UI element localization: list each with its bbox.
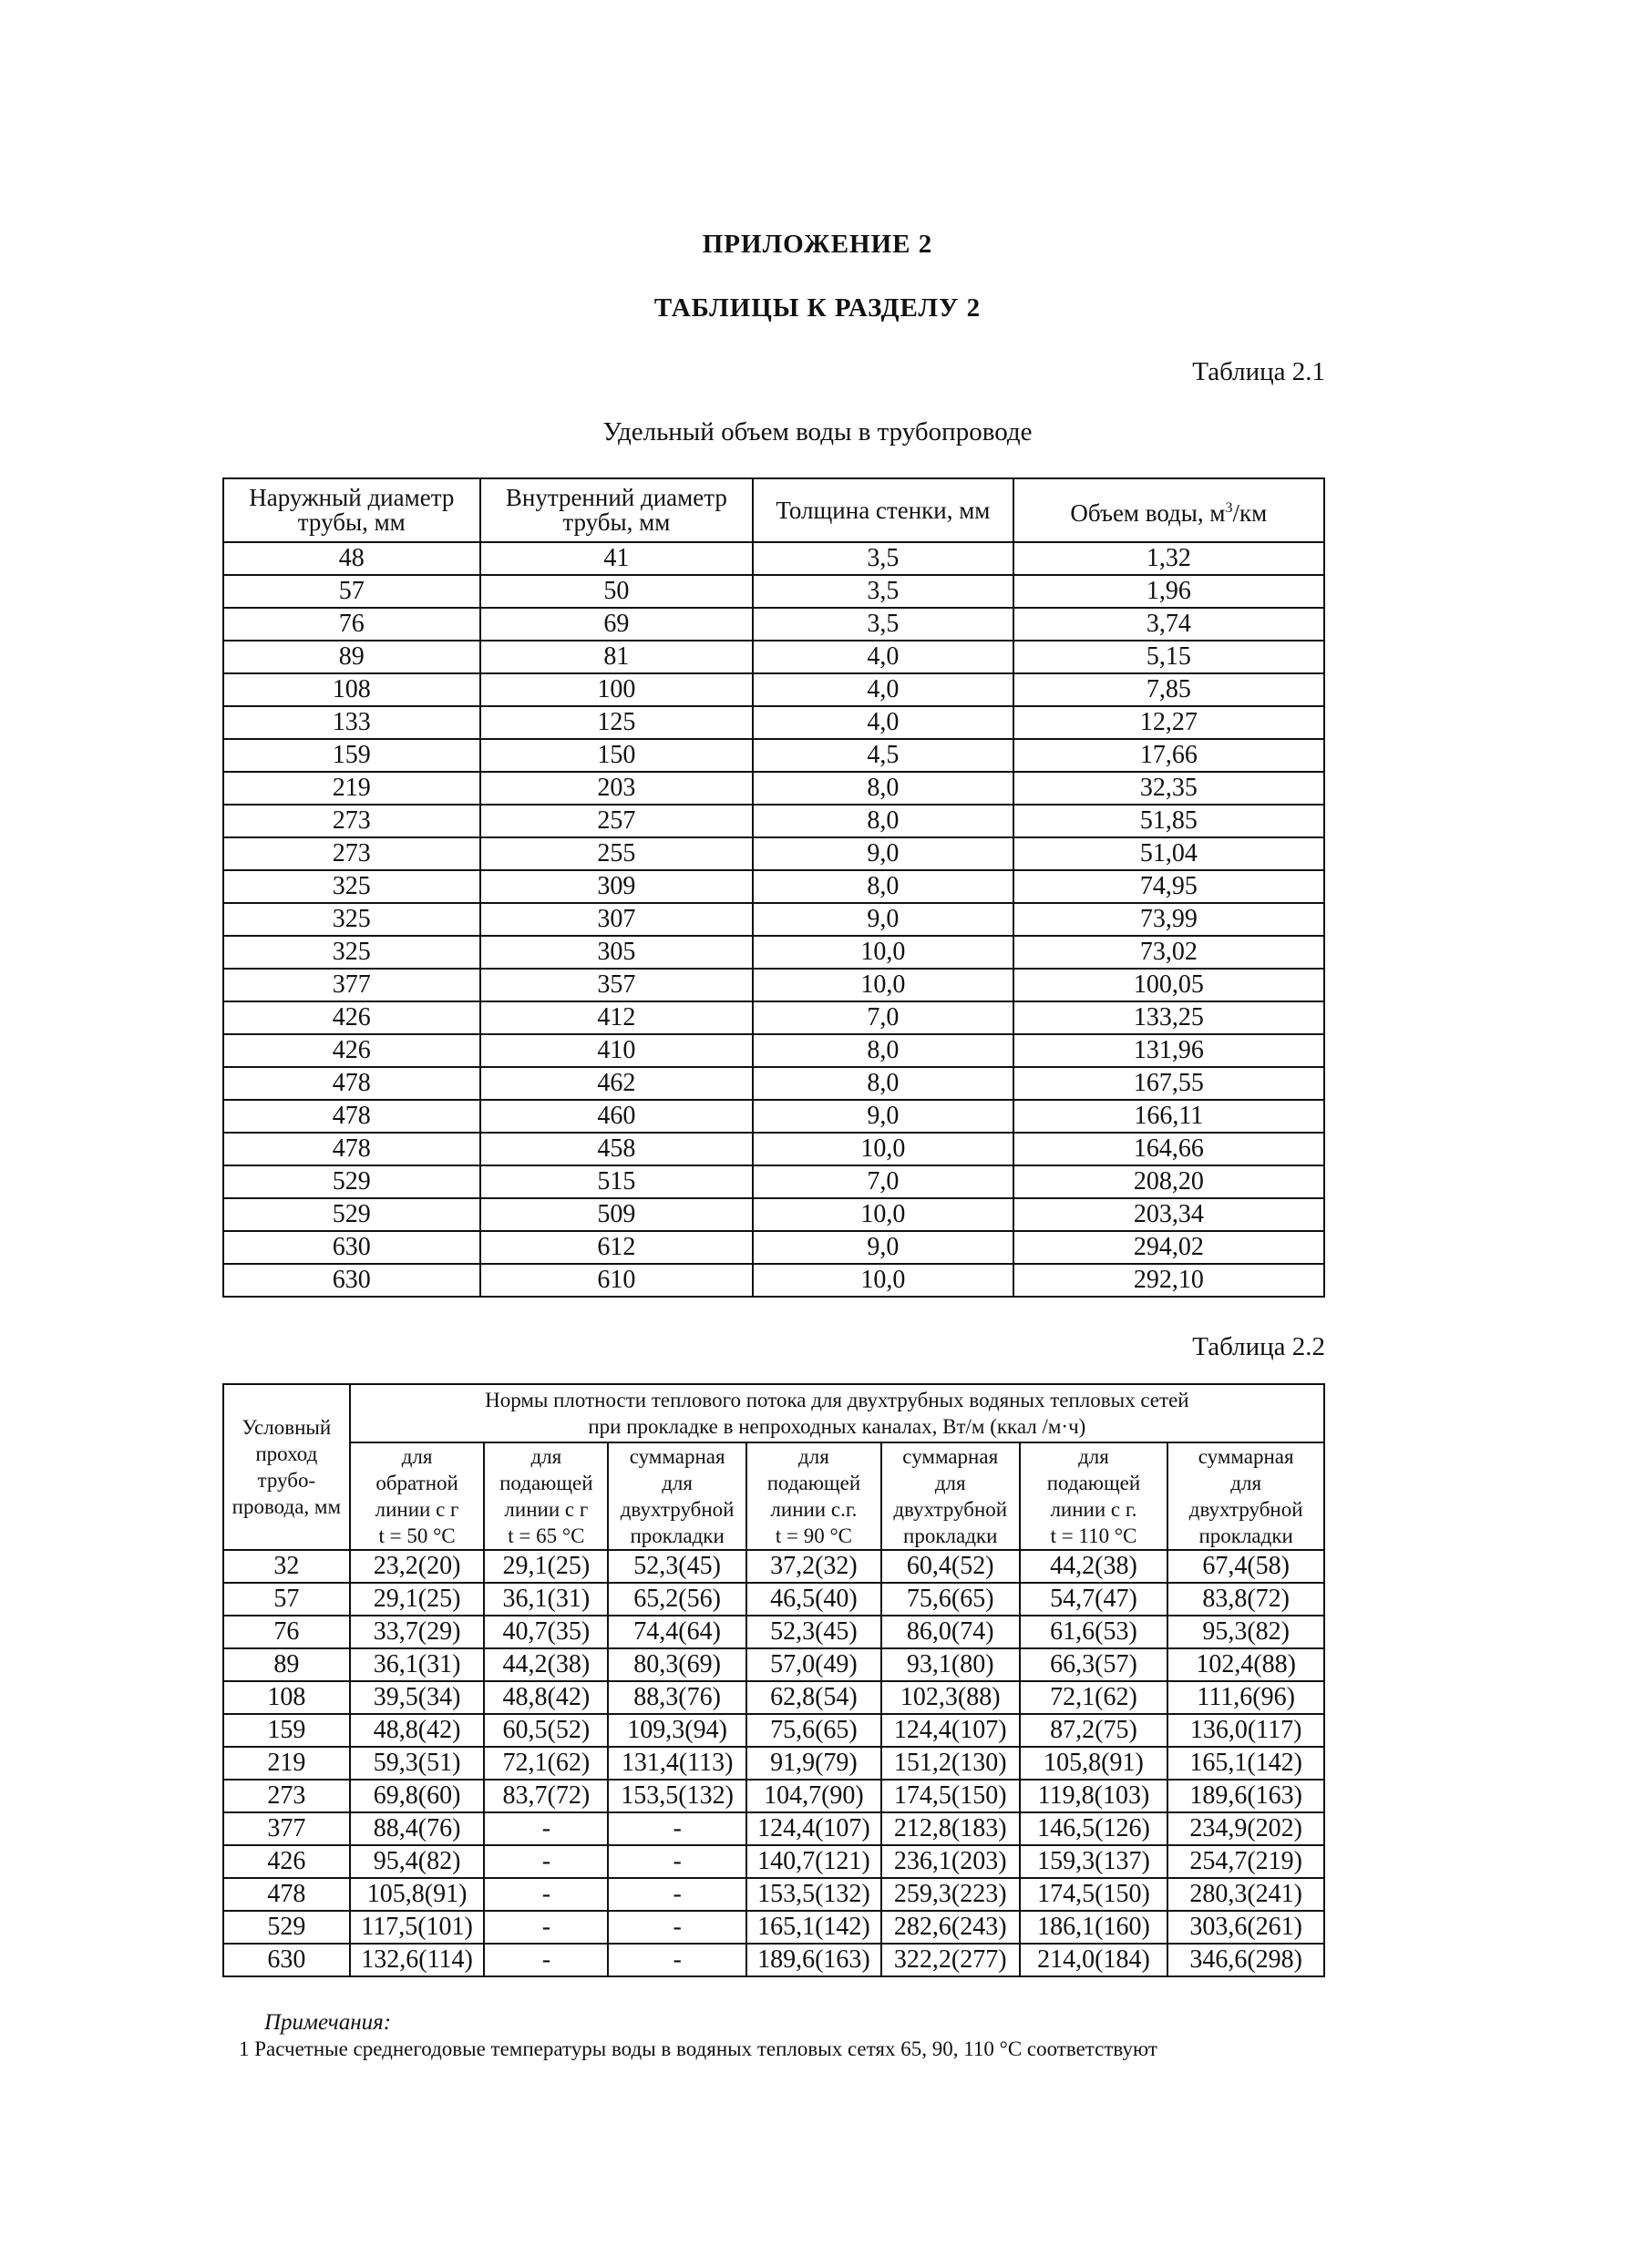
table-cell: 10,0 (753, 969, 1013, 1001)
table-cell: 273 (223, 837, 480, 870)
table-cell: 131,4(113) (608, 1747, 746, 1780)
header-water-volume-unit: /км (1232, 498, 1268, 527)
table-cell: 95,4(82) (350, 1845, 485, 1878)
table-cell: 81 (480, 641, 754, 673)
subheader-cell (1167, 1442, 1324, 1550)
subheader-line: подающей (499, 1472, 593, 1494)
table-cell: 57,0(49) (746, 1648, 881, 1681)
table-cell: 325 (223, 870, 480, 903)
table-cell: 1,96 (1013, 575, 1324, 608)
table-cell: 159 (223, 1714, 350, 1747)
table-cell: 273 (223, 805, 480, 837)
table-row (223, 1067, 1324, 1100)
table-cell: 100,05 (1013, 969, 1324, 1001)
note-1: 1 Расчетные среднегодовые температуры воды в водяных тепловых сетях 65, 90, 110 °С соответствуют (239, 2037, 1157, 2060)
table-cell: 83,7(72) (484, 1780, 608, 1812)
table-row (223, 1001, 1324, 1034)
table-cell: 377 (223, 969, 480, 1001)
table-cell: 8,0 (753, 772, 1013, 805)
table-cell: 203,34 (1013, 1198, 1324, 1231)
table-cell: 29,1(25) (484, 1550, 608, 1583)
table-cell: 33,7(29) (350, 1616, 485, 1648)
table-cell: 60,4(52) (881, 1550, 1020, 1583)
table-cell: 412 (480, 1001, 754, 1034)
table-cell: - (608, 1944, 746, 1976)
table-row (223, 870, 1324, 903)
table-cell: 9,0 (753, 903, 1013, 936)
table-cell: 426 (223, 1845, 350, 1878)
table-cell: 76 (223, 608, 480, 641)
table-cell: 67,4(58) (1167, 1550, 1324, 1583)
table-cell: 189,6(163) (1167, 1780, 1324, 1812)
table-cell: 3,74 (1013, 608, 1324, 641)
table-cell: 105,8(91) (350, 1878, 485, 1911)
table1-caption: Удельный объем воды в трубопроводе (602, 417, 1033, 446)
table-row (223, 1780, 1324, 1812)
table-row (223, 1133, 1324, 1165)
table-cell: 309 (480, 870, 754, 903)
table-row (223, 1812, 1324, 1845)
subheader-line: t = 110 °С (1050, 1524, 1137, 1547)
table-cell: 219 (223, 772, 480, 805)
table-cell: 39,5(34) (350, 1681, 485, 1714)
table-cell: 630 (223, 1231, 480, 1264)
subheader-line: суммарная (1198, 1445, 1294, 1468)
table-cell: 75,6(65) (746, 1714, 881, 1747)
table-cell: 236,1(203) (881, 1845, 1020, 1878)
table-cell: 10,0 (753, 1133, 1013, 1165)
table-cell: 462 (480, 1067, 754, 1100)
table-cell: 91,9(79) (746, 1747, 881, 1780)
table-cell: - (608, 1812, 746, 1845)
subheader-cell (484, 1442, 608, 1550)
table-row (223, 1616, 1324, 1648)
table-row (223, 542, 1324, 575)
subheader-line: подающей (1046, 1472, 1141, 1494)
table-cell: - (484, 1944, 608, 1976)
table-cell: 515 (480, 1165, 754, 1198)
table-cell: 108 (223, 1681, 350, 1714)
table-cell: 8,0 (753, 805, 1013, 837)
table-cell: 150 (480, 739, 754, 772)
table-cell: 254,7(219) (1167, 1845, 1324, 1878)
table-cell: 478 (223, 1067, 480, 1100)
table-cell: 259,3(223) (881, 1878, 1020, 1911)
table-cell: 174,5(150) (881, 1780, 1020, 1812)
subheader-line: для (934, 1472, 966, 1494)
table-cell: 23,2(20) (350, 1550, 485, 1583)
subheader-cell (1020, 1442, 1168, 1550)
table-row (223, 805, 1324, 837)
table-cell: 529 (223, 1165, 480, 1198)
header-water-volume (1013, 478, 1324, 542)
subheader-line: для (530, 1445, 562, 1468)
subheader-line: обратной (375, 1472, 458, 1494)
table-cell: 12,27 (1013, 706, 1324, 739)
table-cell: 119,8(103) (1020, 1780, 1168, 1812)
table-cell: 74,95 (1013, 870, 1324, 903)
table-cell: 44,2(38) (1020, 1550, 1168, 1583)
table-cell: 426 (223, 1001, 480, 1034)
table-cell: 219 (223, 1747, 350, 1780)
table-cell: 109,3(94) (608, 1714, 746, 1747)
table-cell: - (608, 1845, 746, 1878)
appendix-title: ПРИЛОЖЕНИЕ 2 (702, 230, 933, 259)
table-cell: 4,0 (753, 673, 1013, 706)
table-cell: 57 (223, 1583, 350, 1616)
table-cell: 7,0 (753, 1165, 1013, 1198)
table-cell: 60,5(52) (484, 1714, 608, 1747)
table-cell: 104,7(90) (746, 1780, 881, 1812)
table-row (223, 1845, 1324, 1878)
table-cell: 1,32 (1013, 542, 1324, 575)
table-cell: 52,3(45) (608, 1550, 746, 1583)
table-cell: 51,04 (1013, 837, 1324, 870)
table-cell: 153,5(132) (608, 1780, 746, 1812)
table-cell: - (484, 1845, 608, 1878)
table-cell: 50 (480, 575, 754, 608)
table-row (223, 1034, 1324, 1067)
table-cell: 57 (223, 575, 480, 608)
table-cell: 102,3(88) (881, 1681, 1020, 1714)
table-cell: 357 (480, 969, 754, 1001)
table-cell: 69 (480, 608, 754, 641)
heat-flux-norms-table (222, 1383, 1325, 1977)
table-row (223, 1681, 1324, 1714)
table-cell: 32 (223, 1550, 350, 1583)
table-cell: 273 (223, 1780, 350, 1812)
table-cell: 255 (480, 837, 754, 870)
table-cell: 133 (223, 706, 480, 739)
table-cell: 4,0 (753, 706, 1013, 739)
table-row (223, 1550, 1324, 1583)
subheader-line: суммарная (902, 1445, 999, 1468)
subheader-cell (881, 1442, 1020, 1550)
table2-label: Таблица 2.2 (1192, 1332, 1325, 1361)
table-cell: 292,10 (1013, 1264, 1324, 1297)
table-cell: 124,4(107) (746, 1812, 881, 1845)
table2-header-row (223, 1384, 1324, 1442)
table-cell: 159 (223, 739, 480, 772)
table-row (223, 739, 1324, 772)
table-cell: 9,0 (753, 1100, 1013, 1133)
header-outer-diameter: Наружный диаметр трубы, мм (223, 478, 480, 542)
table-row (223, 1911, 1324, 1944)
notes-title: Примечания: (264, 2010, 392, 2035)
table-cell: 140,7(121) (746, 1845, 881, 1878)
subheader-cell (608, 1442, 746, 1550)
header-heat-flux-line2: при прокладке в непроходных каналах, Вт/м (ккал /м·ч) (588, 1415, 1086, 1438)
table-cell: 303,6(261) (1167, 1911, 1324, 1944)
subheader-line: для (1230, 1472, 1262, 1494)
table-cell: 72,1(62) (484, 1747, 608, 1780)
table-row (223, 837, 1324, 870)
table-cell: 294,02 (1013, 1231, 1324, 1264)
table-cell: 73,99 (1013, 903, 1324, 936)
header-water-volume-sup: 3 (1225, 499, 1233, 516)
table-cell: 46,5(40) (746, 1583, 881, 1616)
table-cell: 61,6(53) (1020, 1616, 1168, 1648)
table-cell: 280,3(241) (1167, 1878, 1324, 1911)
table-row (223, 673, 1324, 706)
subheader-line: прокладки (903, 1524, 998, 1547)
table-cell: - (484, 1878, 608, 1911)
table-row (223, 1264, 1324, 1297)
table-cell: 189,6(163) (746, 1944, 881, 1976)
table-cell: 307 (480, 903, 754, 936)
table-cell: 88,4(76) (350, 1812, 485, 1845)
table-cell: 159,3(137) (1020, 1845, 1168, 1878)
table-cell: 153,5(132) (746, 1878, 881, 1911)
subheader-line: t = 65 °С (508, 1524, 585, 1547)
table-cell: 7,85 (1013, 673, 1324, 706)
table-cell: 10,0 (753, 1264, 1013, 1297)
table-cell: 89 (223, 1648, 350, 1681)
table-cell: 48 (223, 542, 480, 575)
table-cell: 48,8(42) (350, 1714, 485, 1747)
subheader-line: линии с г. (1050, 1498, 1137, 1521)
table-cell: 325 (223, 903, 480, 936)
table-cell: 610 (480, 1264, 754, 1297)
table-row (223, 1878, 1324, 1911)
subheader-line: линии с.г. (770, 1498, 858, 1521)
table-cell: 29,1(25) (350, 1583, 485, 1616)
table-cell: 305 (480, 936, 754, 969)
subheader-line: линии с г (375, 1498, 459, 1521)
table-cell: 203 (480, 772, 754, 805)
table-row (223, 772, 1324, 805)
table-cell: - (608, 1911, 746, 1944)
table-cell: 125 (480, 706, 754, 739)
table-cell: 478 (223, 1878, 350, 1911)
table-cell: 174,5(150) (1020, 1878, 1168, 1911)
table-cell: 105,8(91) (1020, 1747, 1168, 1780)
table-cell: - (608, 1878, 746, 1911)
table-cell: 509 (480, 1198, 754, 1231)
table-cell: 132,6(114) (350, 1944, 485, 1976)
table2-subheader-row (223, 1442, 1324, 1550)
table-cell: 5,15 (1013, 641, 1324, 673)
table-cell: 322,2(277) (881, 1944, 1020, 1976)
table-cell: 3,5 (753, 542, 1013, 575)
table-cell: 73,02 (1013, 936, 1324, 969)
table-row (223, 969, 1324, 1001)
table-cell: - (484, 1812, 608, 1845)
table-row (223, 1648, 1324, 1681)
table-cell: 4,5 (753, 739, 1013, 772)
section-title: ТАБЛИЦЫ К РАЗДЕЛУ 2 (653, 293, 982, 323)
table-cell: 62,8(54) (746, 1681, 881, 1714)
table-row (223, 1100, 1324, 1133)
header-nominal-bore: Условный проход трубо-провода, мм (223, 1384, 350, 1550)
table-cell: 72,1(62) (1020, 1681, 1168, 1714)
table-cell: 87,2(75) (1020, 1714, 1168, 1747)
table-cell: 80,3(69) (608, 1648, 746, 1681)
table-row (223, 1583, 1324, 1616)
table-cell: 208,20 (1013, 1165, 1324, 1198)
table1-label: Таблица 2.1 (1192, 357, 1325, 386)
table-cell: 146,5(126) (1020, 1812, 1168, 1845)
table-cell: 3,5 (753, 608, 1013, 641)
table-cell: 111,6(96) (1167, 1681, 1324, 1714)
table-cell: 117,5(101) (350, 1911, 485, 1944)
subheader-line: для (1078, 1445, 1109, 1468)
table1-header-row (223, 478, 1324, 542)
table-cell: 234,9(202) (1167, 1812, 1324, 1845)
table-cell: 93,1(80) (881, 1648, 1020, 1681)
subheader-line: прокладки (630, 1524, 725, 1547)
table-cell: 66,3(57) (1020, 1648, 1168, 1681)
subheader-cell (746, 1442, 881, 1550)
subheader-line: двухтрубной (893, 1498, 1008, 1521)
table-cell: 75,6(65) (881, 1583, 1020, 1616)
table-cell: 41 (480, 542, 754, 575)
table-cell: 102,4(88) (1167, 1648, 1324, 1681)
subheader-line: линии с г (504, 1498, 589, 1521)
subheader-line: для (662, 1472, 693, 1494)
table-cell: 186,1(160) (1020, 1911, 1168, 1944)
table-cell: 151,2(130) (881, 1747, 1020, 1780)
table-cell: 108 (223, 673, 480, 706)
table-cell: 74,4(64) (608, 1616, 746, 1648)
table-cell: 136,0(117) (1167, 1714, 1324, 1747)
table-row (223, 1714, 1324, 1747)
table-cell: 36,1(31) (484, 1583, 608, 1616)
table-cell: 529 (223, 1198, 480, 1231)
table-cell: 8,0 (753, 870, 1013, 903)
table-cell: 51,85 (1013, 805, 1324, 837)
table-cell: 69,8(60) (350, 1780, 485, 1812)
table-cell: 377 (223, 1812, 350, 1845)
water-volume-table (222, 477, 1325, 1298)
table-cell: 426 (223, 1034, 480, 1067)
table-cell: 65,2(56) (608, 1583, 746, 1616)
table-cell: 164,66 (1013, 1133, 1324, 1165)
table-cell: 89 (223, 641, 480, 673)
table-cell: 410 (480, 1034, 754, 1067)
table-row (223, 1231, 1324, 1264)
table-cell: 3,5 (753, 575, 1013, 608)
table-cell: 54,7(47) (1020, 1583, 1168, 1616)
table-cell: 44,2(38) (484, 1648, 608, 1681)
table-cell: 478 (223, 1100, 480, 1133)
table-row (223, 575, 1324, 608)
table-cell: 37,2(32) (746, 1550, 881, 1583)
table-cell: 4,0 (753, 641, 1013, 673)
table-cell: 32,35 (1013, 772, 1324, 805)
table-cell: 167,55 (1013, 1067, 1324, 1100)
table-cell: 8,0 (753, 1034, 1013, 1067)
table-cell: 630 (223, 1264, 480, 1297)
table-row (223, 936, 1324, 969)
subheader-line: подающей (766, 1472, 861, 1494)
table-row (223, 1198, 1324, 1231)
table-row (223, 1165, 1324, 1198)
table-cell: 460 (480, 1100, 754, 1133)
table-cell: 612 (480, 1231, 754, 1264)
table-cell: 9,0 (753, 1231, 1013, 1264)
subheader-line: t = 90 °С (775, 1524, 852, 1547)
table-cell: 630 (223, 1944, 350, 1976)
table-cell: 36,1(31) (350, 1648, 485, 1681)
table-cell: 8,0 (753, 1067, 1013, 1100)
subheader-line: для (401, 1445, 433, 1468)
table-cell: 165,1(142) (746, 1911, 881, 1944)
table-cell: 212,8(183) (881, 1812, 1020, 1845)
table-cell: 458 (480, 1133, 754, 1165)
table-cell: 83,8(72) (1167, 1583, 1324, 1616)
table-cell: 95,3(82) (1167, 1616, 1324, 1648)
table-row (223, 641, 1324, 673)
table-cell: 165,1(142) (1167, 1747, 1324, 1780)
header-inner-diameter: Внутренний диаметр трубы, мм (480, 478, 754, 542)
subheader-cell (350, 1442, 485, 1550)
table-cell: 76 (223, 1616, 350, 1648)
table-row (223, 1747, 1324, 1780)
table-cell: 17,66 (1013, 739, 1324, 772)
table-row (223, 608, 1324, 641)
table-cell: 10,0 (753, 1198, 1013, 1231)
table-cell: 40,7(35) (484, 1616, 608, 1648)
table-row (223, 903, 1324, 936)
table-cell: 86,0(74) (881, 1616, 1020, 1648)
table-cell: 478 (223, 1133, 480, 1165)
table-row (223, 1944, 1324, 1976)
table-cell: 88,3(76) (608, 1681, 746, 1714)
table-cell: 9,0 (753, 837, 1013, 870)
table-cell: 282,6(243) (881, 1911, 1020, 1944)
table2-body (223, 1550, 1324, 1976)
header-heat-flux-line1: Нормы плотности теплового потока для двухтрубных водяных тепловых сетей (485, 1389, 1189, 1411)
table-cell: 52,3(45) (746, 1616, 881, 1648)
table-cell: - (484, 1911, 608, 1944)
table-cell: 529 (223, 1911, 350, 1944)
table-cell: 100 (480, 673, 754, 706)
table-cell: 10,0 (753, 936, 1013, 969)
table-cell: 59,3(51) (350, 1747, 485, 1780)
table-cell: 7,0 (753, 1001, 1013, 1034)
table-cell: 131,96 (1013, 1034, 1324, 1067)
table-cell: 124,4(107) (881, 1714, 1020, 1747)
table1-body (223, 542, 1324, 1297)
subheader-line: суммарная (629, 1445, 725, 1468)
table-cell: 48,8(42) (484, 1681, 608, 1714)
subheader-line: для (798, 1445, 829, 1468)
table-cell: 166,11 (1013, 1100, 1324, 1133)
header-water-volume-text: Объем воды, м (1070, 498, 1226, 527)
table-cell: 325 (223, 936, 480, 969)
subheader-line: двухтрубной (1188, 1498, 1303, 1521)
table-cell: 257 (480, 805, 754, 837)
table-cell: 214,0(184) (1020, 1944, 1168, 1976)
subheader-line: t = 50 °С (378, 1524, 456, 1547)
table-row (223, 706, 1324, 739)
subheader-line: двухтрубной (620, 1498, 735, 1521)
subheader-line: прокладки (1198, 1524, 1293, 1547)
header-wall-thickness: Толщина стенки, мм (753, 478, 1013, 542)
header-heat-flux-norms (350, 1384, 1324, 1442)
table-cell: 346,6(298) (1167, 1944, 1324, 1976)
table-cell: 133,25 (1013, 1001, 1324, 1034)
